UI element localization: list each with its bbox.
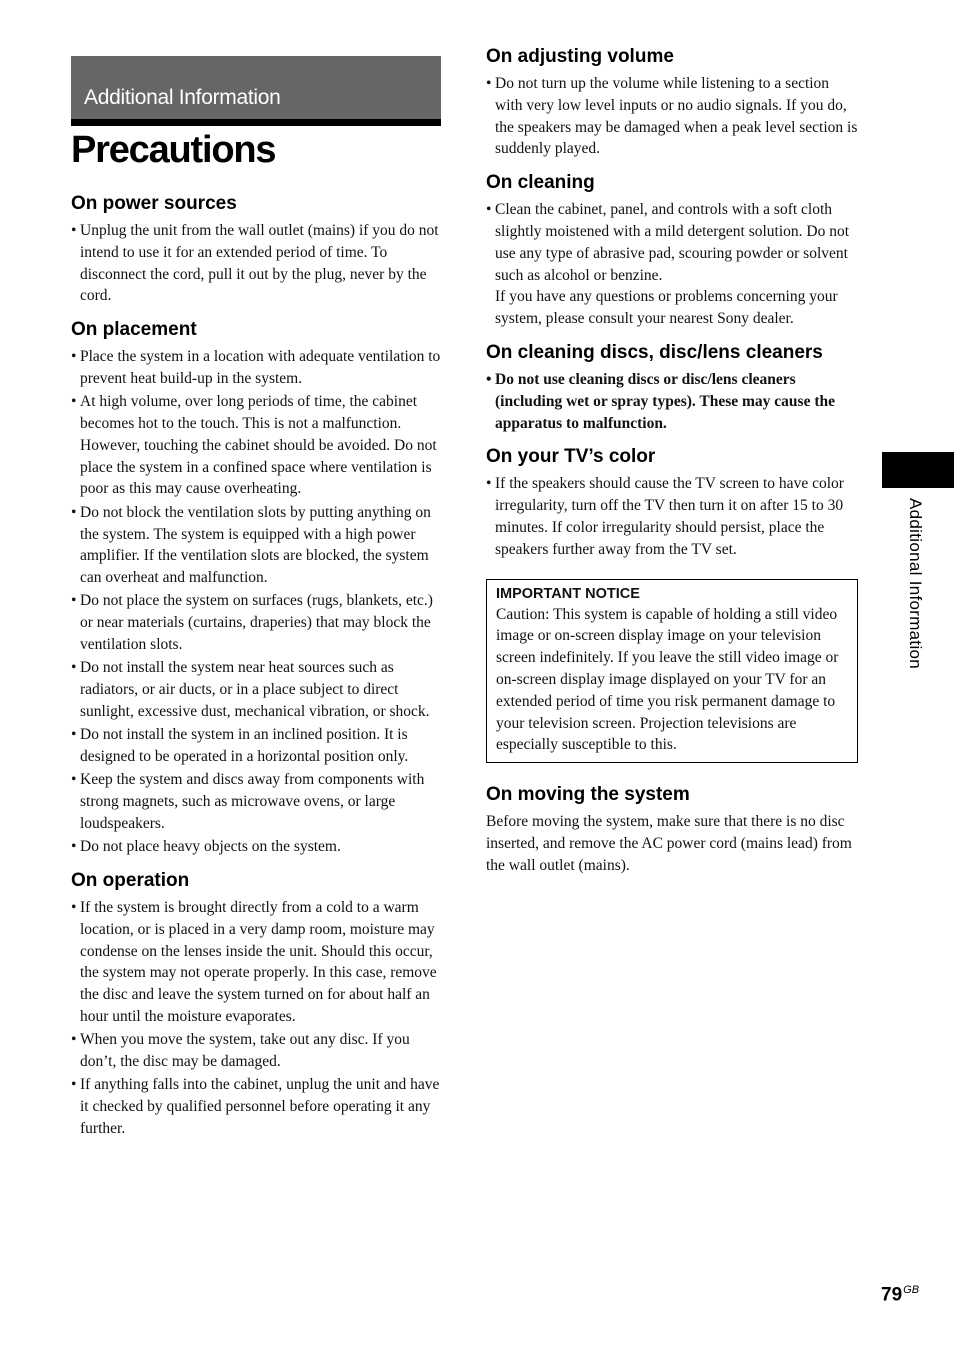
- heading-tv-color: On your TV’s color: [486, 446, 656, 468]
- heading-operation: On operation: [71, 870, 190, 892]
- cleaning-list: [486, 199, 858, 330]
- side-tab-label: Additional Information: [906, 498, 925, 670]
- banner-rule: [71, 119, 441, 126]
- heading-cleaning-discs: On cleaning discs, disc/lens cleaners: [486, 341, 823, 363]
- list-item: • Keep the system and discs away from components with strong magnets, such as microwave ovens, or large loudspeakers.: [71, 769, 443, 834]
- list-item: • Do not use cleaning discs or disc/lens cleaners (including wet or spray types). These may cause the apparatus to malfunction.: [486, 369, 858, 434]
- power-sources-list: [71, 220, 443, 307]
- heading-power-sources: On power sources: [71, 193, 237, 214]
- heading-moving-system: On moving the system: [486, 784, 690, 806]
- placement-list: [71, 346, 443, 858]
- list-item: • Do not turn up the volume while listening to a section with very low level inputs or no audio signals. If you do, the speakers may be damaged when a peak level section is suddenly played.: [486, 73, 858, 160]
- list-item: • Unplug the unit from the wall outlet (mains) if you do not intend to use it for an extended period of time. To disconnect the cord, pull it out by the plug, never by the cord.: [71, 220, 443, 307]
- list-item: • At high volume, over long periods of time, the cabinet becomes hot to the touch. This is not a malfunction. However, touching the cabinet should be avoided. Do not place the system in a confined space where ventilation is poor as this may cause overheating.: [71, 391, 443, 500]
- discs-list: [486, 369, 858, 434]
- cleaning-item-continuation: If you have any questions or problems concerning your system, please consult your nearest Sony dealer.: [495, 288, 838, 328]
- list-item: • Do not place the system on surfaces (rugs, blankets, etc.) or near materials (curtains, draperies) that may block the ventilation slots.: [71, 590, 443, 655]
- side-tab-marker: [882, 452, 954, 488]
- list-item: • Do not install the system in an inclined position. It is designed to be operated in a horizontal position only.: [71, 724, 443, 768]
- operation-list: [71, 897, 443, 1140]
- right-column: [486, 43, 858, 877]
- list-item: • When you move the system, take out any disc. If you don’t, the disc may be damaged.: [71, 1029, 443, 1073]
- moving-system-text: Before moving the system, make sure that there is no disc inserted, and remove the AC power cord (mains lead) from the wall outlet (mains).: [486, 813, 852, 874]
- list-item: • If anything falls into the cabinet, unplug the unit and have it checked by qualified personnel before operating it any further.: [71, 1074, 443, 1139]
- list-item: • If the speakers should cause the TV screen to have color irregularity, turn off the TV then turn it on after 15 to 30 minutes. If color irregularity should persist, place the speakers further away from the TV set.: [486, 473, 858, 560]
- left-column: [71, 190, 443, 1141]
- page-number-suffix: GB: [903, 1284, 920, 1296]
- list-item: • Do not install the system near heat sources such as radiators, or air ducts, or in a place subject to direct sunlight, excessive dust, mechanical vibration, or shock.: [71, 657, 443, 722]
- heading-placement: On placement: [71, 319, 197, 341]
- list-item: • If the system is brought directly from a cold to a warm location, or is placed in a very damp room, moisture may condense on the lenses inside the unit. Should this occur, the system may not operate properly. In this case, remove the disc and leave the system turned on for about half an hour until the moisture evaporates.: [71, 897, 443, 1028]
- page-number: [881, 1284, 919, 1306]
- section-title: Additional Information: [84, 86, 281, 109]
- list-item: • Do not place heavy objects on the system.: [71, 836, 443, 858]
- list-item: • Do not block the ventilation slots by putting anything on the system. The system is equipped with a high power amplifier. If the ventilation slots are blocked, the system can overheat and malfunction.: [71, 502, 443, 589]
- notice-title: IMPORTANT NOTICE: [496, 585, 640, 602]
- section-banner: [71, 56, 441, 119]
- volume-list: [486, 73, 858, 160]
- important-notice-box: [486, 579, 858, 764]
- heading-cleaning: On cleaning: [486, 172, 595, 194]
- notice-text: Caution: This system is capable of holding a still video image or on-screen display image on your television screen indefinitely. If you leave the still video image or on-screen display image displayed on your TV for an extended period of time you risk permanent damage to your television screen. Projection televisions are especially susceptible to this.: [496, 605, 839, 754]
- tv-color-list: [486, 473, 858, 560]
- list-item: [486, 199, 858, 330]
- heading-adjusting-volume: On adjusting volume: [486, 46, 674, 67]
- cleaning-item-text: Clean the cabinet, panel, and controls with a soft cloth slightly moistened with a mild detergent solution. Do not use any type of abrasive pad, scouring powder or solvent such as alcohol or benzine.: [495, 201, 850, 284]
- list-item: • Place the system in a location with adequate ventilation to prevent heat build-up in the system.: [71, 346, 443, 390]
- page-title: Precautions: [71, 129, 276, 171]
- page-number-value: 79: [881, 1284, 903, 1306]
